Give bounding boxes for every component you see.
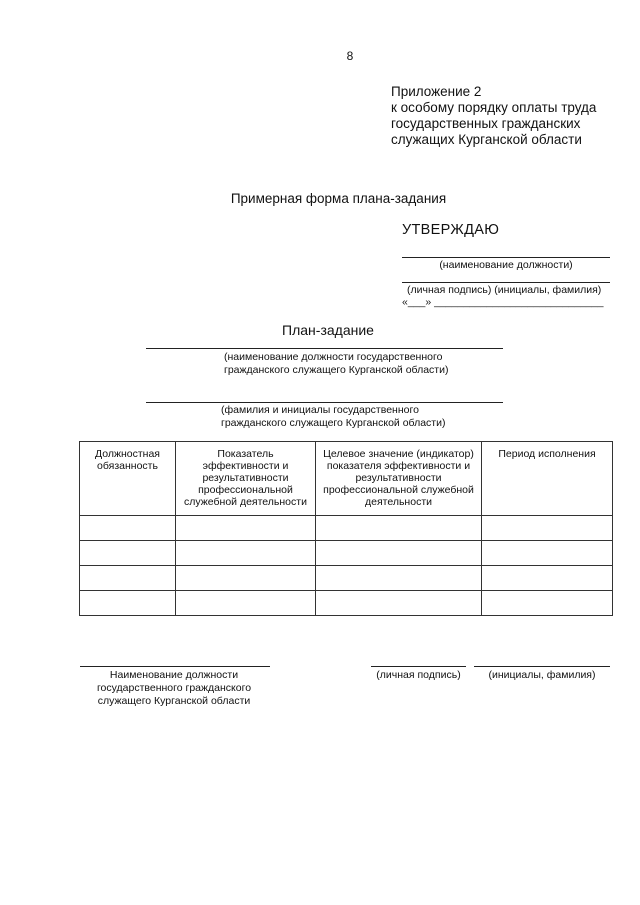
table-cell[interactable] — [316, 516, 482, 541]
caption-line: государственного гражданского — [96, 682, 252, 694]
employee-position-caption — [224, 351, 448, 377]
footer-signature-caption: (личная подпись) — [376, 669, 461, 681]
table-cell[interactable] — [80, 566, 176, 591]
footer-name-line — [474, 666, 610, 667]
caption-line: гражданского служащего Курганской области) — [221, 417, 446, 429]
caption-line: гражданского служащего Курганской области) — [224, 364, 449, 376]
table-cell[interactable] — [176, 566, 316, 591]
table-header-row — [80, 442, 613, 516]
appendix-header — [391, 84, 596, 148]
table-cell[interactable] — [482, 591, 613, 616]
approver-signature-line — [402, 282, 610, 283]
footer-position-caption — [84, 669, 264, 708]
plan-table — [79, 441, 613, 616]
table-row — [80, 566, 613, 591]
table-cell[interactable] — [316, 541, 482, 566]
approver-position-caption: (наименование должности) — [439, 259, 573, 271]
footer-name-caption: (инициалы, фамилия) — [488, 669, 596, 681]
table-cell[interactable] — [80, 591, 176, 616]
appendix-line: служащих Курганской области — [391, 132, 582, 147]
table-cell[interactable] — [80, 516, 176, 541]
table-cell[interactable] — [176, 591, 316, 616]
footer-signature-line — [371, 666, 466, 667]
caption-line: служащего Курганской области — [97, 695, 251, 707]
employee-position-line — [146, 348, 503, 349]
appendix-line: Приложение 2 — [391, 84, 482, 99]
approve-label: УТВЕРЖДАЮ — [402, 222, 500, 238]
header-duty: Должностная обязанность — [80, 442, 176, 516]
approver-signature-caption: (личная подпись) (инициалы, фамилия) — [407, 284, 602, 296]
table-row — [80, 591, 613, 616]
table-cell[interactable] — [80, 541, 176, 566]
employee-name-line — [146, 402, 503, 403]
table-row — [80, 516, 613, 541]
form-title: Примерная форма плана-задания — [230, 191, 447, 206]
header-period: Период исполнения — [482, 442, 613, 516]
employee-name-caption — [221, 404, 445, 430]
plan-title: План-задание — [282, 322, 374, 338]
appendix-line: к особому порядку оплаты труда — [391, 100, 597, 115]
table-cell[interactable] — [316, 566, 482, 591]
table-cell[interactable] — [176, 541, 316, 566]
table-cell[interactable] — [482, 541, 613, 566]
header-target-value: Целевое значение (индикатор) показателя эффективности и результативности профессиональной служебной деятельности — [316, 442, 482, 516]
table-cell[interactable] — [316, 591, 482, 616]
approve-date-field: «___» _____________________________ — [402, 296, 604, 308]
header-indicator: Показатель эффективности и результативности профессиональной служебной деятельности — [176, 442, 316, 516]
table-cell[interactable] — [482, 566, 613, 591]
footer-position-line — [80, 666, 270, 667]
appendix-line: государственных гражданских — [391, 116, 581, 131]
caption-line: (наименование должности государственного — [224, 351, 443, 363]
caption-line: Наименование должности — [109, 669, 239, 681]
table-cell[interactable] — [482, 516, 613, 541]
approver-position-line — [402, 257, 610, 258]
table-cell[interactable] — [176, 516, 316, 541]
table-row — [80, 541, 613, 566]
caption-line: (фамилия и инициалы государственного — [221, 404, 419, 416]
page-number: 8 — [346, 49, 354, 63]
